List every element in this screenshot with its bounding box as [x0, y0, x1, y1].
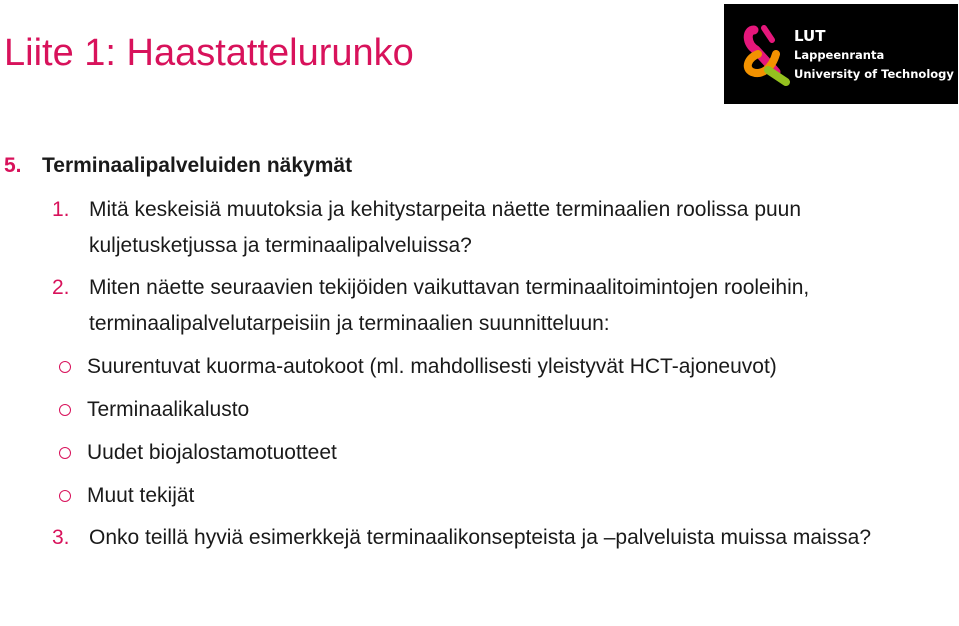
question-number: 3. — [52, 526, 70, 549]
section-number: 5. — [4, 154, 22, 177]
factor-text: Suurentuvat kuorma-autokoot (ml. mahdollisesti yleistyvät HCT-ajoneuvot) — [87, 355, 777, 378]
lut-logo — [724, 4, 958, 104]
bullet-icon — [59, 404, 71, 416]
question-item — [52, 270, 952, 514]
bullet-icon — [59, 361, 71, 373]
question-item — [52, 192, 952, 264]
factor-item — [89, 478, 952, 514]
section-heading — [4, 152, 352, 180]
factor-text: Uudet biojalostamotuotteet — [87, 441, 337, 464]
factor-text: Muut tekijät — [87, 484, 195, 507]
factor-item — [89, 435, 952, 471]
lut-ampersand-icon — [742, 24, 792, 86]
question-text: Onko teillä hyviä esimerkkejä terminaalikonsepteista ja –palveluista muissa maissa? — [89, 526, 872, 549]
factor-list — [89, 349, 952, 514]
factor-item — [89, 349, 952, 385]
question-number: 1. — [52, 198, 70, 221]
logo-line-3: University of Technology — [794, 67, 954, 81]
logo-line-1: LUT — [794, 27, 826, 45]
factor-text: Terminaalikalusto — [87, 398, 250, 421]
question-list — [52, 192, 952, 556]
question-item — [52, 520, 952, 556]
page-title: Liite 1: Haastattelurunko — [4, 32, 414, 74]
section-title: Terminaalipalveluiden näkymät — [42, 154, 353, 177]
question-number: 2. — [52, 276, 70, 299]
bullet-icon — [59, 490, 71, 502]
logo-wordmark — [794, 26, 954, 84]
question-text: Miten näette seuraavien tekijöiden vaikuttavan terminaalitoimintojen rooleihin, terminaalipalvelutarpeisiin ja terminaalien suunnitteluun: — [89, 276, 810, 335]
bullet-icon — [59, 447, 71, 459]
factor-item — [89, 392, 952, 428]
logo-line-2: Lappeenranta — [794, 48, 885, 62]
question-text: Mitä keskeisiä muutoksia ja kehitystarpeita näette terminaalien roolissa puun kuljetusketjussa ja terminaalipalveluissa? — [89, 198, 802, 257]
